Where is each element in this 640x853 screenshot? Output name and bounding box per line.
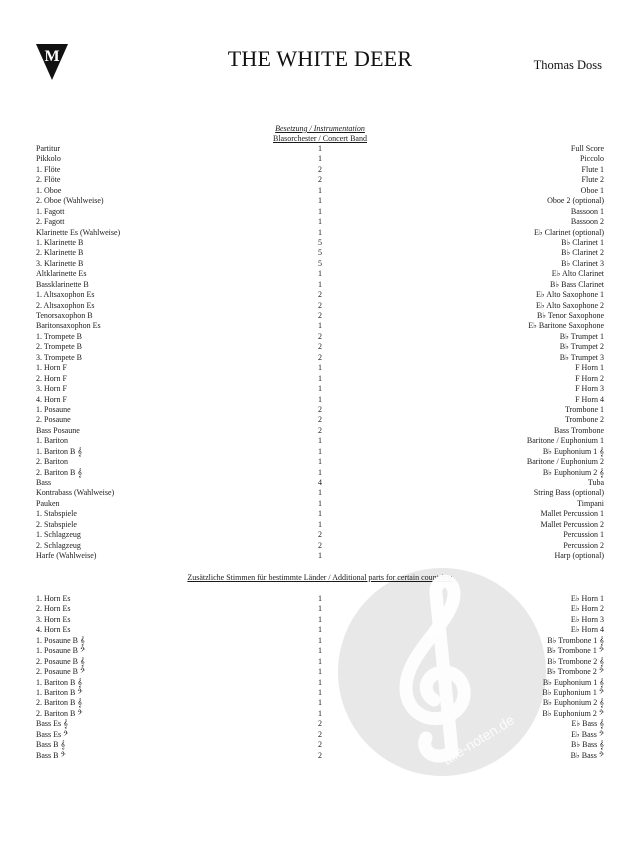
part-row (36, 175, 604, 185)
part-count: 2 (318, 290, 322, 300)
part-name-english: Baritone / Euphonium 2 (526, 457, 604, 467)
part-name-german: Pikkolo (36, 154, 61, 164)
part-name-english: Flute 1 (581, 164, 604, 174)
part-count: 1 (318, 698, 322, 708)
part-count: 1 (318, 498, 322, 508)
part-count: 1 (318, 551, 322, 561)
part-row (36, 374, 604, 384)
part-row (36, 625, 604, 635)
part-row (36, 353, 604, 363)
part-name-german: 2. Flöte (36, 175, 61, 185)
part-row (36, 238, 604, 248)
part-name-german: 2. Schlagzeug (36, 540, 81, 550)
part-row (36, 405, 604, 415)
part-row (36, 730, 604, 740)
part-row (36, 457, 604, 467)
part-name-german: 1. Fagott (36, 206, 65, 216)
part-row (36, 395, 604, 405)
part-count: 1 (318, 363, 322, 373)
part-row (36, 698, 604, 708)
part-name-english: Trombone 1 (564, 404, 604, 414)
part-name-german: Bass Posaune (36, 425, 80, 435)
additional-parts-list (36, 594, 604, 761)
part-row (36, 709, 604, 719)
part-count: 2 (318, 300, 322, 310)
part-name-german: 2. Fagott (36, 217, 65, 227)
part-name-english: Bassoon 1 (570, 206, 604, 216)
part-name-english: E♭ Baritone Saxophone (528, 321, 604, 331)
part-name-german: 2. Horn F (36, 373, 67, 383)
part-count: 2 (318, 750, 322, 760)
part-count: 1 (318, 677, 322, 687)
part-row (36, 678, 604, 688)
part-count: 2 (318, 342, 322, 352)
part-row (36, 342, 604, 352)
part-name-german: 1. Posaune B 𝄞 (36, 635, 85, 645)
part-name-german: 1. Posaune (36, 404, 71, 414)
part-name-english: B♭ Euphonium 1 𝄞 (542, 677, 604, 687)
part-name-german: 3. Trompete B (36, 352, 83, 362)
part-count: 2 (318, 404, 322, 414)
part-name-english: B♭ Clarinet 2 (561, 248, 604, 258)
part-name-german: Bass B 𝄢 (36, 750, 66, 760)
part-row (36, 478, 604, 488)
part-name-german: 1. Bariton B 𝄞 (36, 446, 83, 456)
part-row (36, 165, 604, 175)
part-row (36, 499, 604, 509)
part-count: 1 (318, 457, 322, 467)
part-row (36, 280, 604, 290)
part-name-german: 1. Bariton (36, 436, 68, 446)
part-name-english: Percussion 2 (563, 540, 604, 550)
part-count: 2 (318, 729, 322, 739)
part-name-english: B♭ Euphonium 1 𝄞 (542, 446, 604, 456)
part-name-german: Altklarinette Es (36, 269, 87, 279)
part-name-english: E♭ Clarinet (optional) (534, 227, 604, 237)
part-name-english: F Horn 4 (575, 394, 604, 404)
part-count: 1 (318, 206, 322, 216)
part-name-english: Piccolo (580, 154, 604, 164)
part-name-german: Bass Es 𝄢 (36, 729, 69, 739)
part-name-german: 1. Horn Es (36, 594, 71, 603)
part-count: 2 (318, 311, 322, 320)
part-name-english: Bass Trombone (553, 425, 604, 435)
instrumentation-list (36, 144, 604, 562)
part-count: 1 (318, 217, 322, 227)
part-count: 1 (318, 269, 322, 279)
part-row (36, 615, 604, 625)
part-name-english: E♭ Bass 𝄢 (571, 729, 604, 739)
part-name-german: 1. Posaune B 𝄢 (36, 646, 86, 656)
part-name-german: Partitur (36, 144, 60, 153)
part-count: 2 (318, 415, 322, 425)
part-name-english: B♭ Trumpet 3 (559, 352, 604, 362)
part-name-german: Tenorsaxophon B (36, 311, 93, 320)
part-row (36, 509, 604, 519)
part-row (36, 269, 604, 279)
part-name-english: B♭ Euphonium 2 𝄞 (542, 467, 604, 477)
part-row (36, 301, 604, 311)
part-name-german: 2. Oboe (Wahlweise) (36, 196, 104, 206)
part-name-english: B♭ Trombone 1 𝄢 (546, 646, 604, 656)
part-name-english: B♭ Euphonium 1 𝄢 (542, 687, 604, 697)
svg-text:M: M (44, 48, 60, 65)
part-count: 1 (318, 667, 322, 677)
part-row (36, 311, 604, 321)
part-name-english: Timpani (577, 498, 604, 508)
part-row (36, 594, 604, 604)
part-name-english: B♭ Tenor Saxophone (536, 311, 604, 320)
part-name-english: F Horn 3 (575, 384, 604, 394)
part-row (36, 719, 604, 729)
part-name-english: F Horn 1 (575, 363, 604, 373)
part-row (36, 447, 604, 457)
part-name-german: 1. Horn F (36, 363, 67, 373)
part-name-german: 2. Bariton (36, 457, 68, 467)
part-name-english: Oboe 2 (optional) (547, 196, 604, 206)
part-name-german: 4. Horn F (36, 394, 67, 404)
part-row (36, 196, 604, 206)
part-name-english: Trombone 2 (564, 415, 604, 425)
part-name-english: Harp (optional) (554, 551, 604, 561)
part-count: 2 (318, 164, 322, 174)
part-count: 5 (318, 258, 322, 268)
part-name-english: B♭ Euphonium 2 𝄢 (542, 708, 604, 718)
part-count: 1 (318, 321, 322, 331)
part-name-german: 1. Altsaxophon Es (36, 290, 95, 300)
part-count: 2 (318, 719, 322, 729)
part-name-english: B♭ Euphonium 2 𝄞 (542, 698, 604, 708)
part-row (36, 154, 604, 164)
part-count: 1 (318, 185, 322, 195)
part-count: 2 (318, 352, 322, 362)
part-name-english: Tuba (587, 478, 604, 487)
part-name-german: 2. Klarinette B (36, 248, 84, 258)
part-count: 1 (318, 467, 322, 477)
part-row (36, 207, 604, 217)
part-row (36, 667, 604, 677)
part-name-german: 1. Bariton B 𝄢 (36, 687, 83, 697)
part-count: 1 (318, 154, 322, 164)
part-row (36, 228, 604, 238)
part-name-english: Oboe 1 (580, 185, 604, 195)
part-name-english: E♭ Alto Saxophone 2 (536, 300, 604, 310)
part-name-english: Percussion 1 (563, 530, 604, 540)
part-name-german: 3. Horn F (36, 384, 67, 394)
part-count: 1 (318, 656, 322, 666)
part-name-german: Kontrabass (Wahlweise) (36, 488, 115, 498)
piece-title: THE WHITE DEER (227, 46, 413, 71)
part-name-german: Baritonsaxophon Es (36, 321, 101, 331)
part-name-english: E♭ Horn 4 (570, 625, 604, 635)
part-row (36, 259, 604, 269)
part-name-english: Flute 2 (581, 175, 604, 185)
part-name-german: Klarinette Es (Wahlweise) (36, 227, 121, 237)
part-count: 2 (318, 530, 322, 540)
part-name-english: Full Score (570, 144, 604, 153)
part-name-english: E♭ Horn 2 (570, 604, 604, 614)
instrumentation-heading (0, 124, 640, 144)
additional-parts-heading: Zusätzliche Stimmen für bestimmte Länder / Additional parts for certain countries: (187, 573, 453, 582)
part-count: 1 (318, 436, 322, 446)
part-name-english: B♭ Trumpet 2 (559, 342, 604, 352)
part-count: 1 (318, 519, 322, 529)
part-count: 1 (318, 373, 322, 383)
part-count: 1 (318, 196, 322, 206)
part-name-english: E♭ Alto Clarinet (551, 269, 604, 279)
part-count: 2 (318, 425, 322, 435)
part-row (36, 468, 604, 478)
part-row (36, 551, 604, 561)
part-row (36, 636, 604, 646)
part-row (36, 688, 604, 698)
part-name-english: Baritone / Euphonium 1 (526, 436, 604, 446)
part-row (36, 144, 604, 154)
part-name-german: Bass B 𝄞 (36, 740, 66, 750)
part-name-english: E♭ Bass 𝄞 (571, 719, 604, 729)
part-name-german: 1. Schlagzeug (36, 530, 81, 540)
part-count: 1 (318, 635, 322, 645)
part-name-english: Mallet Percussion 2 (540, 519, 604, 529)
part-count: 1 (318, 625, 322, 635)
part-count: 1 (318, 488, 322, 498)
part-name-german: Bass Es 𝄞 (36, 719, 68, 729)
part-row (36, 332, 604, 342)
part-name-german: 2. Horn Es (36, 604, 71, 614)
part-name-german: 2. Bariton B 𝄞 (36, 698, 83, 708)
part-name-german: 1. Klarinette B (36, 237, 84, 247)
part-name-german: Pauken (36, 498, 60, 508)
ensemble-title: Blasorchester / Concert Band (273, 134, 367, 143)
part-name-german: 1. Oboe (36, 185, 62, 195)
instrumentation-title: Besetzung / Instrumentation (275, 124, 365, 133)
part-name-english: B♭ Bass Clarinet (550, 279, 604, 289)
part-name-english: B♭ Clarinet 1 (561, 237, 604, 247)
part-count: 1 (318, 394, 322, 404)
part-count: 1 (318, 614, 322, 624)
part-count: 1 (318, 144, 322, 153)
part-name-english: B♭ Trumpet 1 (559, 331, 604, 341)
part-name-german: 4. Horn Es (36, 625, 71, 635)
part-row (36, 604, 604, 614)
part-name-german: 2. Altsaxophon Es (36, 300, 95, 310)
part-row (36, 751, 604, 761)
part-row (36, 384, 604, 394)
part-name-english: String Bass (optional) (533, 488, 604, 498)
part-row (36, 248, 604, 258)
part-count: 1 (318, 446, 322, 456)
part-name-german: 2. Posaune B 𝄞 (36, 656, 85, 666)
part-row (36, 426, 604, 436)
part-count: 1 (318, 279, 322, 289)
part-name-german: 1. Trompete B (36, 331, 83, 341)
part-name-german: Bass (36, 478, 52, 487)
part-name-german: 1. Flöte (36, 164, 61, 174)
part-count: 1 (318, 509, 322, 519)
part-name-english: B♭ Trombone 2 𝄞 (547, 656, 604, 666)
part-row (36, 646, 604, 656)
part-name-german: Bassklarinette B (36, 279, 89, 289)
part-count: 4 (318, 478, 322, 487)
part-count: 1 (318, 227, 322, 237)
part-row (36, 321, 604, 331)
part-name-german: 2. Posaune B 𝄢 (36, 667, 86, 677)
part-row (36, 415, 604, 425)
part-row (36, 530, 604, 540)
watermark-text: alle-noten.de (439, 711, 517, 768)
part-name-english: E♭ Alto Saxophone 1 (536, 290, 604, 300)
part-count: 5 (318, 248, 322, 258)
part-name-english: F Horn 2 (575, 373, 604, 383)
part-count: 2 (318, 331, 322, 341)
part-name-german: 2. Stabspiele (36, 519, 77, 529)
part-name-german: 1. Bariton B 𝄞 (36, 677, 83, 687)
part-count: 2 (318, 175, 322, 185)
part-name-english: B♭ Bass 𝄢 (570, 750, 604, 760)
part-name-german: 2. Bariton B 𝄢 (36, 708, 83, 718)
part-row (36, 436, 604, 446)
part-count: 2 (318, 540, 322, 550)
part-name-english: B♭ Clarinet 3 (561, 258, 604, 268)
part-name-english: B♭ Bass 𝄞 (571, 740, 604, 750)
part-name-german: 2. Trompete B (36, 342, 83, 352)
part-name-german: Harfe (Wahlweise) (36, 551, 97, 561)
part-count: 1 (318, 646, 322, 656)
part-name-english: E♭ Horn 1 (570, 594, 604, 603)
part-name-german: 1. Stabspiele (36, 509, 77, 519)
part-row (36, 520, 604, 530)
part-row (36, 657, 604, 667)
part-name-german: 2. Posaune (36, 415, 71, 425)
composer-name: Thomas Doss (533, 58, 602, 72)
part-count: 1 (318, 604, 322, 614)
part-row (36, 217, 604, 227)
part-count: 2 (318, 740, 322, 750)
part-name-german: 2. Bariton B 𝄞 (36, 467, 83, 477)
part-name-german: 3. Horn Es (36, 614, 71, 624)
part-row (36, 541, 604, 551)
part-row (36, 186, 604, 196)
part-name-english: B♭ Trombone 1 𝄞 (547, 635, 604, 645)
part-name-english: Mallet Percussion 1 (540, 509, 604, 519)
part-name-german: 3. Klarinette B (36, 258, 84, 268)
part-name-english: Bassoon 2 (570, 217, 604, 227)
part-row (36, 740, 604, 750)
part-count: 1 (318, 687, 322, 697)
part-count: 1 (318, 384, 322, 394)
part-count: 1 (318, 708, 322, 718)
part-row (36, 488, 604, 498)
part-count: 1 (318, 594, 322, 603)
part-row (36, 363, 604, 373)
part-name-english: E♭ Horn 3 (570, 614, 604, 624)
part-count: 5 (318, 237, 322, 247)
part-name-english: B♭ Trombone 2 𝄢 (546, 667, 604, 677)
part-row (36, 290, 604, 300)
